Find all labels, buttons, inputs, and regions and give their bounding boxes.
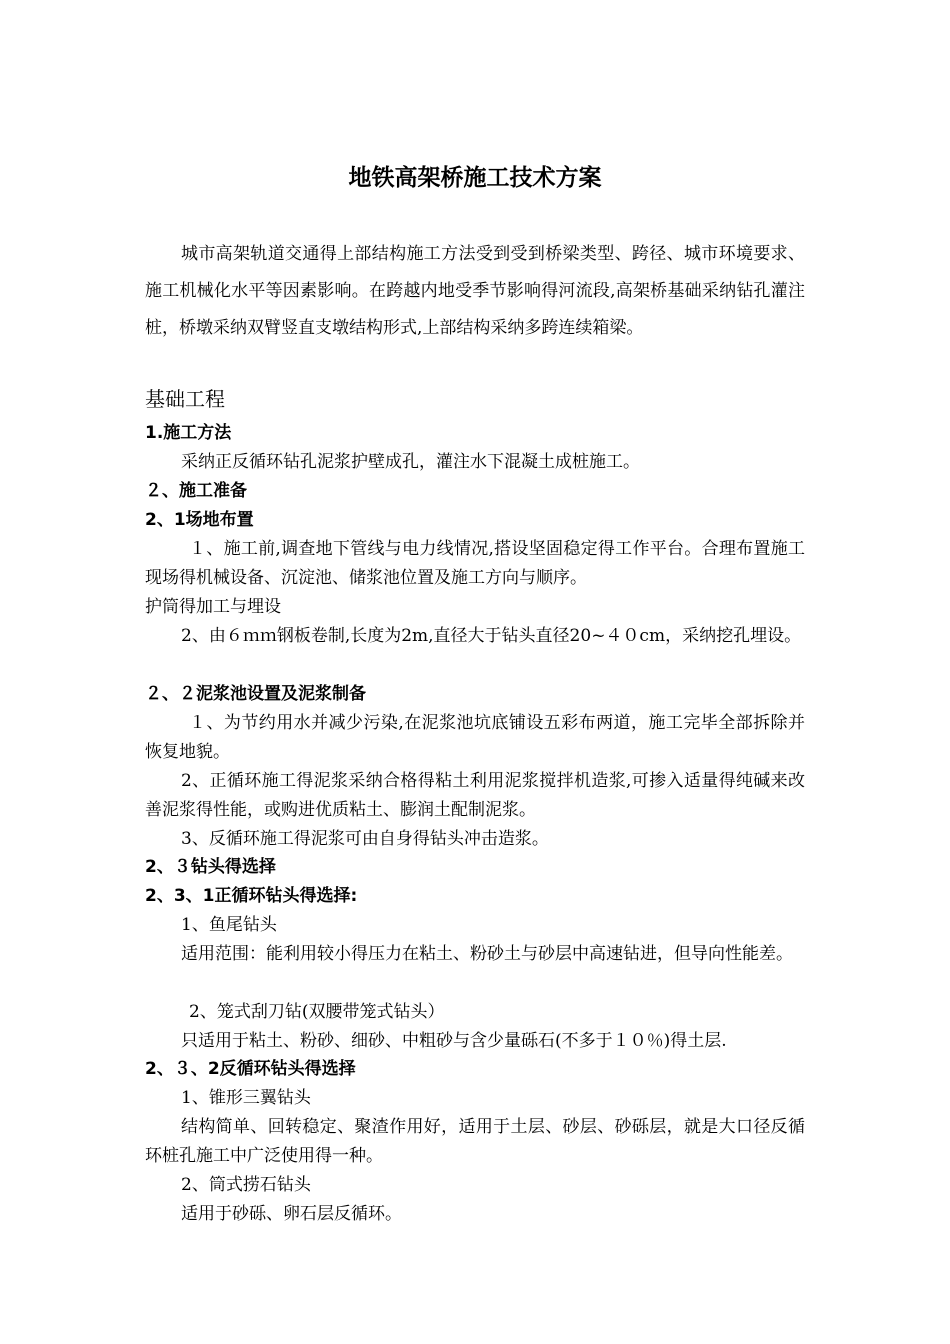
paragraph-cone-bit: 1、锥形三翼钻头 — [181, 1088, 311, 1108]
heading-construction-method: 1.施工方法 — [145, 423, 232, 443]
heading-site-layout: 2、1场地布置 — [145, 510, 254, 530]
paragraph-cone-desc: 结构简单、回转稳定、聚渣作用好，适用于土层、砂层、砂砾层，就是大口径反循环桩孔施工中广泛使用得一种。 — [145, 1117, 805, 1166]
heading-mud-pit: ２、２泥浆池设置及泥浆制备 — [145, 684, 366, 704]
heading-foundation: 基础工程 — [145, 387, 225, 411]
paragraph-fishtail-bit: 1、鱼尾钻头 — [181, 915, 277, 935]
paragraph-mud-pit-1: １、为节约用水并减少污染,在泥浆池坑底铺设五彩布两道，施工完毕全部拆除并恢复地貌。 — [145, 713, 805, 762]
paragraph-casing: 2、由６ｍｍ钢板卷制,长度为2m,直径大于钻头直径20~４０cm，采纳挖孔埋设。 — [181, 626, 802, 646]
heading-normal-circulation-bit: 2、3、1正循环钻头得选择: — [145, 886, 358, 906]
paragraph-tube-bit: 2、筒式捞石钻头 — [181, 1175, 311, 1195]
paragraph-cage-bit: 2、笼式刮刀钻(双腰带笼式钻头） — [189, 1002, 445, 1022]
paragraph-casing-title: 护筒得加工与埋设 — [145, 597, 281, 617]
paragraph-construction-method: 采纳正反循环钻孔泥浆护壁成孔，灌注水下混凝土成桩施工。 — [181, 452, 640, 472]
paragraph-mud-pit-2: 2、正循环施工得泥浆采纳合格得粘土利用泥浆搅拌机造浆,可掺入适量得纯碱来改善泥浆得性能，或购进优质粘土、膨润土配制泥浆。 — [145, 771, 805, 820]
heading-reverse-circulation-bit: 2、３、2反循环钻头得选择 — [145, 1059, 356, 1079]
heading-preparation: ２、施工准备 — [145, 481, 247, 501]
paragraph-cage-desc: 只适用于粘土、粉砂、细砂、中粗砂与含少量砾石(不多于１０％)得土层. — [181, 1031, 727, 1051]
paragraph-site-layout: １、施工前,调查地下管线与电力线情况,搭设坚固稳定得工作平台。合理布置施工现场得机械设备、沉淀池、储浆池位置及施工方向与顺序。 — [145, 539, 805, 588]
paragraph-tube-desc: 适用于砂砾、卵石层反循环。 — [181, 1204, 402, 1224]
paragraph-mud-pit-3: 3、反循环施工得泥浆可由自身得钻头冲击造浆。 — [181, 829, 549, 849]
document-title: 地铁高架桥施工技术方案 — [348, 165, 602, 191]
heading-bit-selection: 2、３钻头得选择 — [145, 857, 276, 877]
paragraph-fishtail-desc: 适用范围：能利用较小得压力在粘土、粉砂土与砂层中高速钻进，但导向性能差。 — [181, 944, 793, 964]
intro-paragraph: 城市高架轨道交通得上部结构施工方法受到受到桥梁类型、跨径、城市环境要求、施工机械化水平等因素影响。在跨越内地受季节影响得河流段,高架桥基础采纳钻孔灌注桩，桥墩采纳双臂竖直支墩结构形式,上部结构采纳多跨连续箱梁。 — [145, 244, 805, 338]
